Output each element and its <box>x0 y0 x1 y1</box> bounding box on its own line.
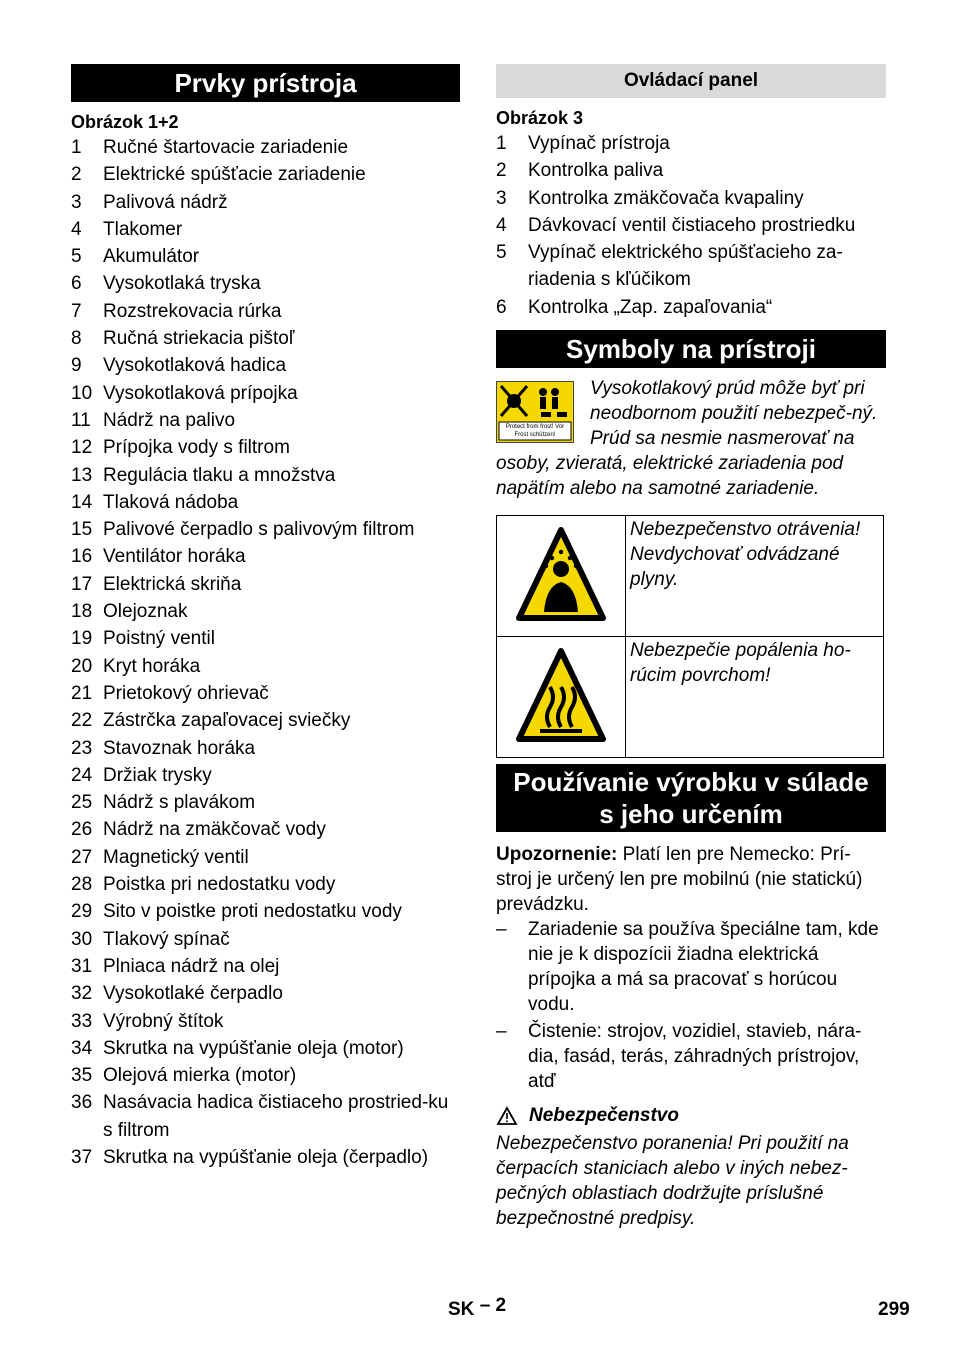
item-number: 32 <box>71 983 93 1005</box>
item-number: 17 <box>71 573 93 595</box>
item-label: Poistný ventil <box>103 628 215 650</box>
item-number: 27 <box>71 846 93 868</box>
figure-ref-1-2: Obrázok 1+2 <box>71 112 179 132</box>
intended-use-title-line-2: s jeho určením <box>599 799 783 830</box>
list-item <box>71 516 460 543</box>
item-label: Vypínač elektrického spúšťacieho za-riadenia s kľúčikom <box>528 242 843 291</box>
use-bullet-2: Čistenie: strojov, vozidiel, stavieb, nára-dia, fasád, terás, záhradných prístrojov, atď <box>528 1021 862 1093</box>
item-label: Kontrolka paliva <box>528 160 664 182</box>
item-number: 28 <box>71 874 93 896</box>
dash-marker: – <box>496 919 507 941</box>
item-label: Skrutka na vypúšťanie oleja (motor) <box>103 1037 404 1059</box>
item-number: 29 <box>71 901 93 923</box>
list-item <box>71 653 460 680</box>
list-item <box>71 134 460 161</box>
right-column <box>496 64 886 1231</box>
item-label: Vysokotlaká tryska <box>103 273 261 295</box>
item-number: 9 <box>71 355 82 377</box>
list-item <box>496 294 886 321</box>
item-label: Magnetický ventil <box>103 846 249 868</box>
list-item <box>496 130 886 157</box>
item-number: 16 <box>71 546 93 568</box>
list-item <box>71 816 460 843</box>
item-number: 8 <box>71 328 82 350</box>
section-title-intended-use <box>496 764 886 832</box>
control-panel-list <box>496 130 886 321</box>
item-label: Nádrž s plavákom <box>103 792 256 814</box>
item-label: Palivové čerpadlo s palivovým filtrom <box>103 519 415 541</box>
item-number: 11 <box>71 409 91 431</box>
item-label: Sito v poistke proti nedostatku vody <box>103 901 402 923</box>
item-number: 24 <box>71 764 93 786</box>
item-number: 35 <box>71 1065 93 1087</box>
item-label: Olejoznak <box>103 601 188 623</box>
hot-surface-warning-icon <box>516 645 606 745</box>
footer-language-page <box>448 1295 507 1321</box>
list-item <box>71 1062 460 1089</box>
list-item <box>71 1008 460 1035</box>
item-label: Prípojka vody s filtrom <box>103 437 290 459</box>
item-number: 6 <box>71 273 82 295</box>
item-label: Elektrické spúšťacie zariadenie <box>103 164 366 186</box>
item-number: 36 <box>71 1092 93 1114</box>
high-pressure-warning-sticker <box>496 381 574 443</box>
list-item <box>71 735 460 762</box>
item-number: 26 <box>71 819 93 841</box>
item-label: Ručné štartovacie zariadenie <box>103 137 349 158</box>
item-label: Plniaca nádrž na olej <box>103 955 280 977</box>
hot-surface-symbol-text: Nebezpečie popálenia ho-rúcim povrchom! <box>626 637 884 758</box>
item-label: Akumulátor <box>103 246 200 268</box>
list-item <box>71 216 460 243</box>
intended-use-title-line-1: Používanie výrobku v súlade <box>513 767 869 798</box>
item-number: 37 <box>71 1146 93 1168</box>
list-item <box>71 953 460 980</box>
item-label: Nádrž na palivo <box>103 409 236 431</box>
item-label: Kryt horáka <box>103 655 201 677</box>
item-number: 7 <box>71 300 82 322</box>
list-item <box>71 434 460 461</box>
item-number: 3 <box>71 191 82 213</box>
danger-text: Nebezpečenstvo poranenia! Pri použití na čerpacích staniciach alebo v iných nebez-pečných oblastiach dodržujte príslušné bezpečnostné predpisy. <box>496 1133 849 1230</box>
list-item <box>71 926 460 953</box>
components-list <box>71 134 460 1171</box>
list-item <box>71 598 460 625</box>
list-item <box>71 707 460 734</box>
item-label: Vysokotlaková hadica <box>103 355 287 377</box>
item-label: Vypínač prístroja <box>528 133 670 154</box>
table-row <box>497 516 884 637</box>
list-item <box>71 325 460 352</box>
list-item <box>71 1035 460 1062</box>
note-text: Platí len pre Nemecko: Prí-stroj je určený len pre mobilnú (nie statickú) prevádzku. <box>496 844 863 916</box>
item-number: 21 <box>71 682 93 704</box>
item-label: Elektrická skriňa <box>103 573 242 595</box>
list-item <box>71 298 460 325</box>
list-item <box>71 844 460 871</box>
section-title-symbols: Symboly na prístroji <box>496 330 886 368</box>
hot-surface-symbol-cell <box>497 637 626 758</box>
left-column <box>71 64 460 1171</box>
list-item <box>71 543 460 570</box>
high-pressure-warning-text: Vysokotlakový prúd môže byť pri neodbornom použití nebezpeč-ný. Prúd sa nesmie nasmerovať na osoby, zvieratá, elektrické zariadenia pod napätím alebo na samotné zariadenie. <box>496 378 878 500</box>
item-number: 6 <box>496 296 507 318</box>
item-number: 33 <box>71 1010 93 1032</box>
list-item <box>71 189 460 216</box>
item-number: 3 <box>496 187 507 209</box>
list-item <box>71 571 460 598</box>
item-number: 15 <box>71 519 93 541</box>
list-item <box>71 789 460 816</box>
item-label: Poistka pri nedostatku vody <box>103 874 336 896</box>
item-number: 1 <box>496 133 507 154</box>
item-label: Olejová mierka (motor) <box>103 1065 297 1087</box>
item-label: Vysokotlaková prípojka <box>103 382 298 404</box>
item-label: Ručná striekacia pištoľ <box>103 328 295 350</box>
list-item <box>71 625 460 652</box>
item-number: 19 <box>71 628 93 650</box>
use-bullet-1: Zariadenie sa používa špeciálne tam, kde nie je k dispozícii žiadna elektrická prípojka a má sa pracovať s horúcou vodu. <box>528 919 879 1016</box>
poison-symbol-text: Nebezpečenstvo otrávenia! Nevdychovať odvádzané plyny. <box>626 516 884 637</box>
item-label: Tlakový spínač <box>103 928 230 950</box>
danger-heading <box>496 1105 886 1127</box>
item-number: 20 <box>71 655 93 677</box>
item-label: Vysokotlaké čerpadlo <box>103 983 283 1005</box>
item-number: 5 <box>496 242 507 264</box>
section-title-control-panel: Ovládací panel <box>496 64 886 98</box>
item-label: Skrutka na vypúšťanie oleja (čerpadlo) <box>103 1146 429 1168</box>
item-number: 5 <box>71 246 82 268</box>
footer-page-number: 299 <box>878 1299 910 1320</box>
dash-marker: – <box>496 1021 507 1043</box>
item-number: 4 <box>71 218 82 240</box>
item-number: 31 <box>71 955 93 977</box>
figure-ref-3: Obrázok 3 <box>496 108 584 128</box>
item-number: 34 <box>71 1037 93 1059</box>
footer-section-page: – 2 <box>479 1295 507 1316</box>
warning-triangle-icon <box>496 1106 518 1126</box>
item-label: Ventilátor horáka <box>103 546 246 568</box>
list-item <box>71 352 460 379</box>
sticker-frost-text: Protect from frost! Vor Frost schützen! <box>505 424 565 439</box>
symbols-table <box>496 515 884 758</box>
item-label: Držiak trysky <box>103 764 212 786</box>
list-item <box>71 243 460 270</box>
list-item <box>496 917 886 1017</box>
list-item <box>71 871 460 898</box>
item-label: Palivová nádrž <box>103 191 228 213</box>
item-label: Tlakomer <box>103 218 183 240</box>
item-number: 2 <box>71 164 82 186</box>
danger-label: Nebezpečenstvo <box>529 1105 679 1127</box>
item-label: Nasávacia hadica čistiaceho prostried-ku s filtrom <box>103 1092 449 1141</box>
note-label: Upozornenie: <box>496 844 618 866</box>
poison-symbol-cell <box>497 516 626 637</box>
item-label: Prietokový ohrievač <box>103 682 269 704</box>
item-label: Kontrolka „Zap. zapaľovania“ <box>528 296 773 318</box>
list-item <box>71 898 460 925</box>
list-item <box>496 157 886 184</box>
item-number: 12 <box>71 437 93 459</box>
list-item <box>71 161 460 188</box>
item-number: 14 <box>71 491 93 513</box>
list-item <box>496 1019 886 1094</box>
list-item <box>71 489 460 516</box>
item-number: 13 <box>71 464 93 486</box>
item-number: 18 <box>71 601 93 623</box>
list-item <box>71 1089 460 1144</box>
list-item <box>496 212 886 239</box>
table-row <box>497 637 884 758</box>
item-number: 30 <box>71 928 93 950</box>
item-label: Výrobný štítok <box>103 1010 224 1032</box>
list-item <box>71 762 460 789</box>
list-item <box>71 407 460 434</box>
list-item <box>71 1144 460 1171</box>
section-title-components: Prvky prístroja <box>71 64 460 102</box>
list-item <box>496 185 886 212</box>
item-number: 1 <box>71 137 82 158</box>
item-label: Rozstrekovacia rúrka <box>103 300 282 322</box>
item-label: Kontrolka zmäkčovača kvapaliny <box>528 187 804 209</box>
item-number: 2 <box>496 160 507 182</box>
toxic-gas-warning-icon <box>516 524 606 624</box>
list-item <box>71 980 460 1007</box>
item-number: 4 <box>496 214 507 236</box>
item-label: Zástrčka zapaľovacej sviečky <box>103 710 351 732</box>
item-number: 25 <box>71 792 93 814</box>
item-label: Nádrž na zmäkčovač vody <box>103 819 326 841</box>
item-number: 23 <box>71 737 93 759</box>
list-item <box>71 270 460 297</box>
list-item <box>71 380 460 407</box>
item-label: Regulácia tlaku a množstva <box>103 464 336 486</box>
footer-language: SK <box>448 1299 475 1320</box>
item-label: Dávkovací ventil čistiaceho prostriedku <box>528 214 856 236</box>
item-label: Stavoznak horáka <box>103 737 256 759</box>
item-number: 22 <box>71 710 93 732</box>
high-pressure-warning <box>496 376 886 501</box>
list-item <box>71 462 460 489</box>
list-item <box>71 680 460 707</box>
item-label: Tlaková nádoba <box>103 491 239 513</box>
intended-use-note <box>496 842 886 917</box>
item-number: 10 <box>71 382 93 404</box>
list-item <box>496 239 886 294</box>
